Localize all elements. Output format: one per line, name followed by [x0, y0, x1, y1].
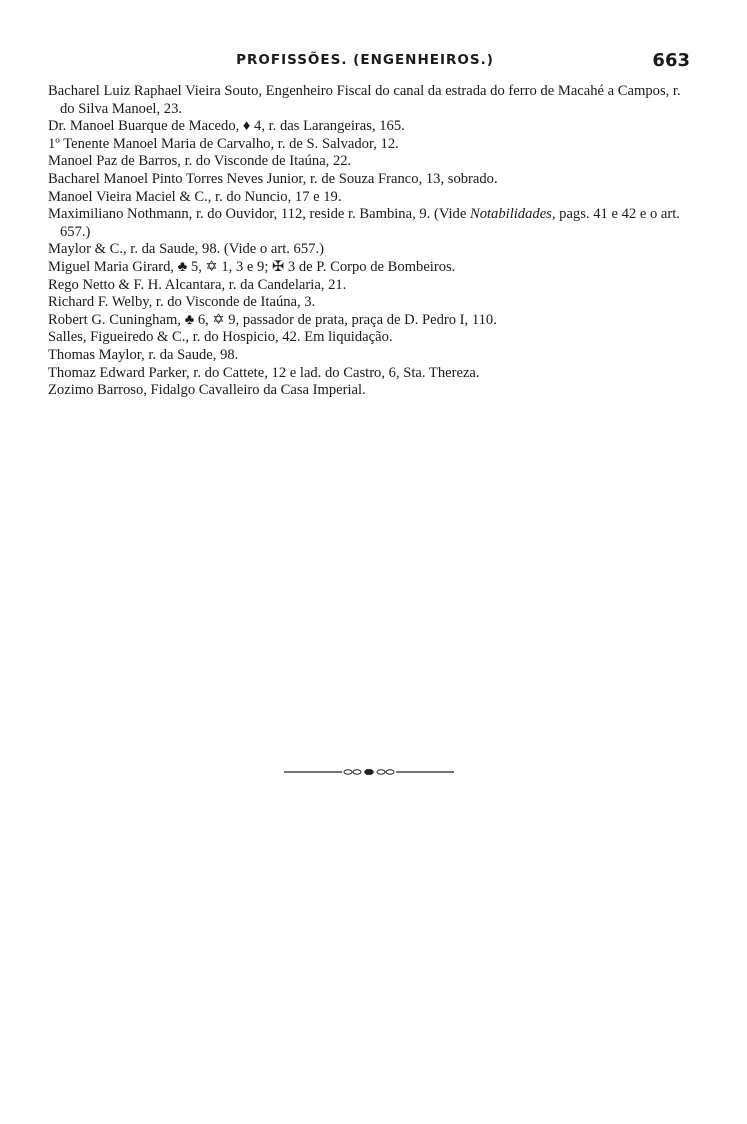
page-number: 663	[652, 50, 690, 71]
entry-nothmann	[48, 206, 688, 241]
entry-vieira-maciel: Manoel Vieira Maciel & C., r. do Nuncio, 17 e 19.	[48, 188, 342, 205]
entry-welby: Richard F. Welby, r. do Visconde de Itaúna, 3.	[48, 294, 316, 311]
entry-girard: Miguel Maria Girard, ♣ 5, ✡ 1, 3 e 9; ✠ 3 de P. Corpo de Bombeiros.	[48, 258, 456, 275]
entry-nothmann-text: Maximiliano Nothmann, r. do Ouvidor, 112, reside r. Bambina, 9. (Vide	[48, 206, 470, 223]
page-header	[40, 50, 690, 76]
entry-rego-netto: Rego Netto & F. H. Alcantara, r. da Candelaria, 21.	[48, 276, 347, 293]
entry-buarque-de-macedo: Dr. Manoel Buarque de Macedo, ♦ 4, r. das Larangeiras, 165.	[48, 118, 405, 135]
entry-torres-neves: Bacharel Manoel Pinto Torres Neves Junior, r. de Souza Franco, 13, sobrado.	[48, 170, 498, 187]
entry-cuningham: Robert G. Cuningham, ♣ 6, ✡ 9, passador de prata, praça de D. Pedro I, 110.	[48, 311, 497, 328]
directory-entries	[48, 83, 688, 400]
entry-nothmann-italic: Notabilidades	[469, 206, 552, 223]
entry-paz-de-barros: Manoel Paz de Barros, r. do Visconde de Itaúna, 22.	[48, 153, 352, 170]
entry-nothmann-text-after: , pags. 41 e 42 e o art. 657.)	[60, 206, 680, 240]
entry-maylor-c: Maylor & C., r. da Saude, 98. (Vide o art. 657.)	[48, 241, 324, 258]
entry-salles-figueiredo: Salles, Figueiredo & C., r. do Hospicio, 42. Em liquidação.	[48, 329, 393, 346]
entry-parker: Thomaz Edward Parker, r. do Cattete, 12 e lad. do Castro, 6, Sta. Thereza.	[48, 364, 480, 381]
running-head: PROFISSÕES. (ENGENHEIROS.)	[236, 52, 494, 68]
entry-vieira-souto: Bacharel Luiz Raphael Vieira Souto, Engenheiro Fiscal do canal da estrada do ferro de Macahé a Campos, r. do Silva Manoel, 23.	[48, 83, 681, 117]
entry-zozimo-barroso: Zozimo Barroso, Fidalgo Cavalleiro da Casa Imperial.	[48, 382, 366, 399]
entry-thomas-maylor: Thomas Maylor, r. da Saude, 98.	[48, 346, 239, 363]
entry-carvalho: 1º Tenente Manoel Maria de Carvalho, r. de S. Salvador, 12.	[48, 135, 399, 152]
ornamental-divider	[284, 767, 454, 777]
